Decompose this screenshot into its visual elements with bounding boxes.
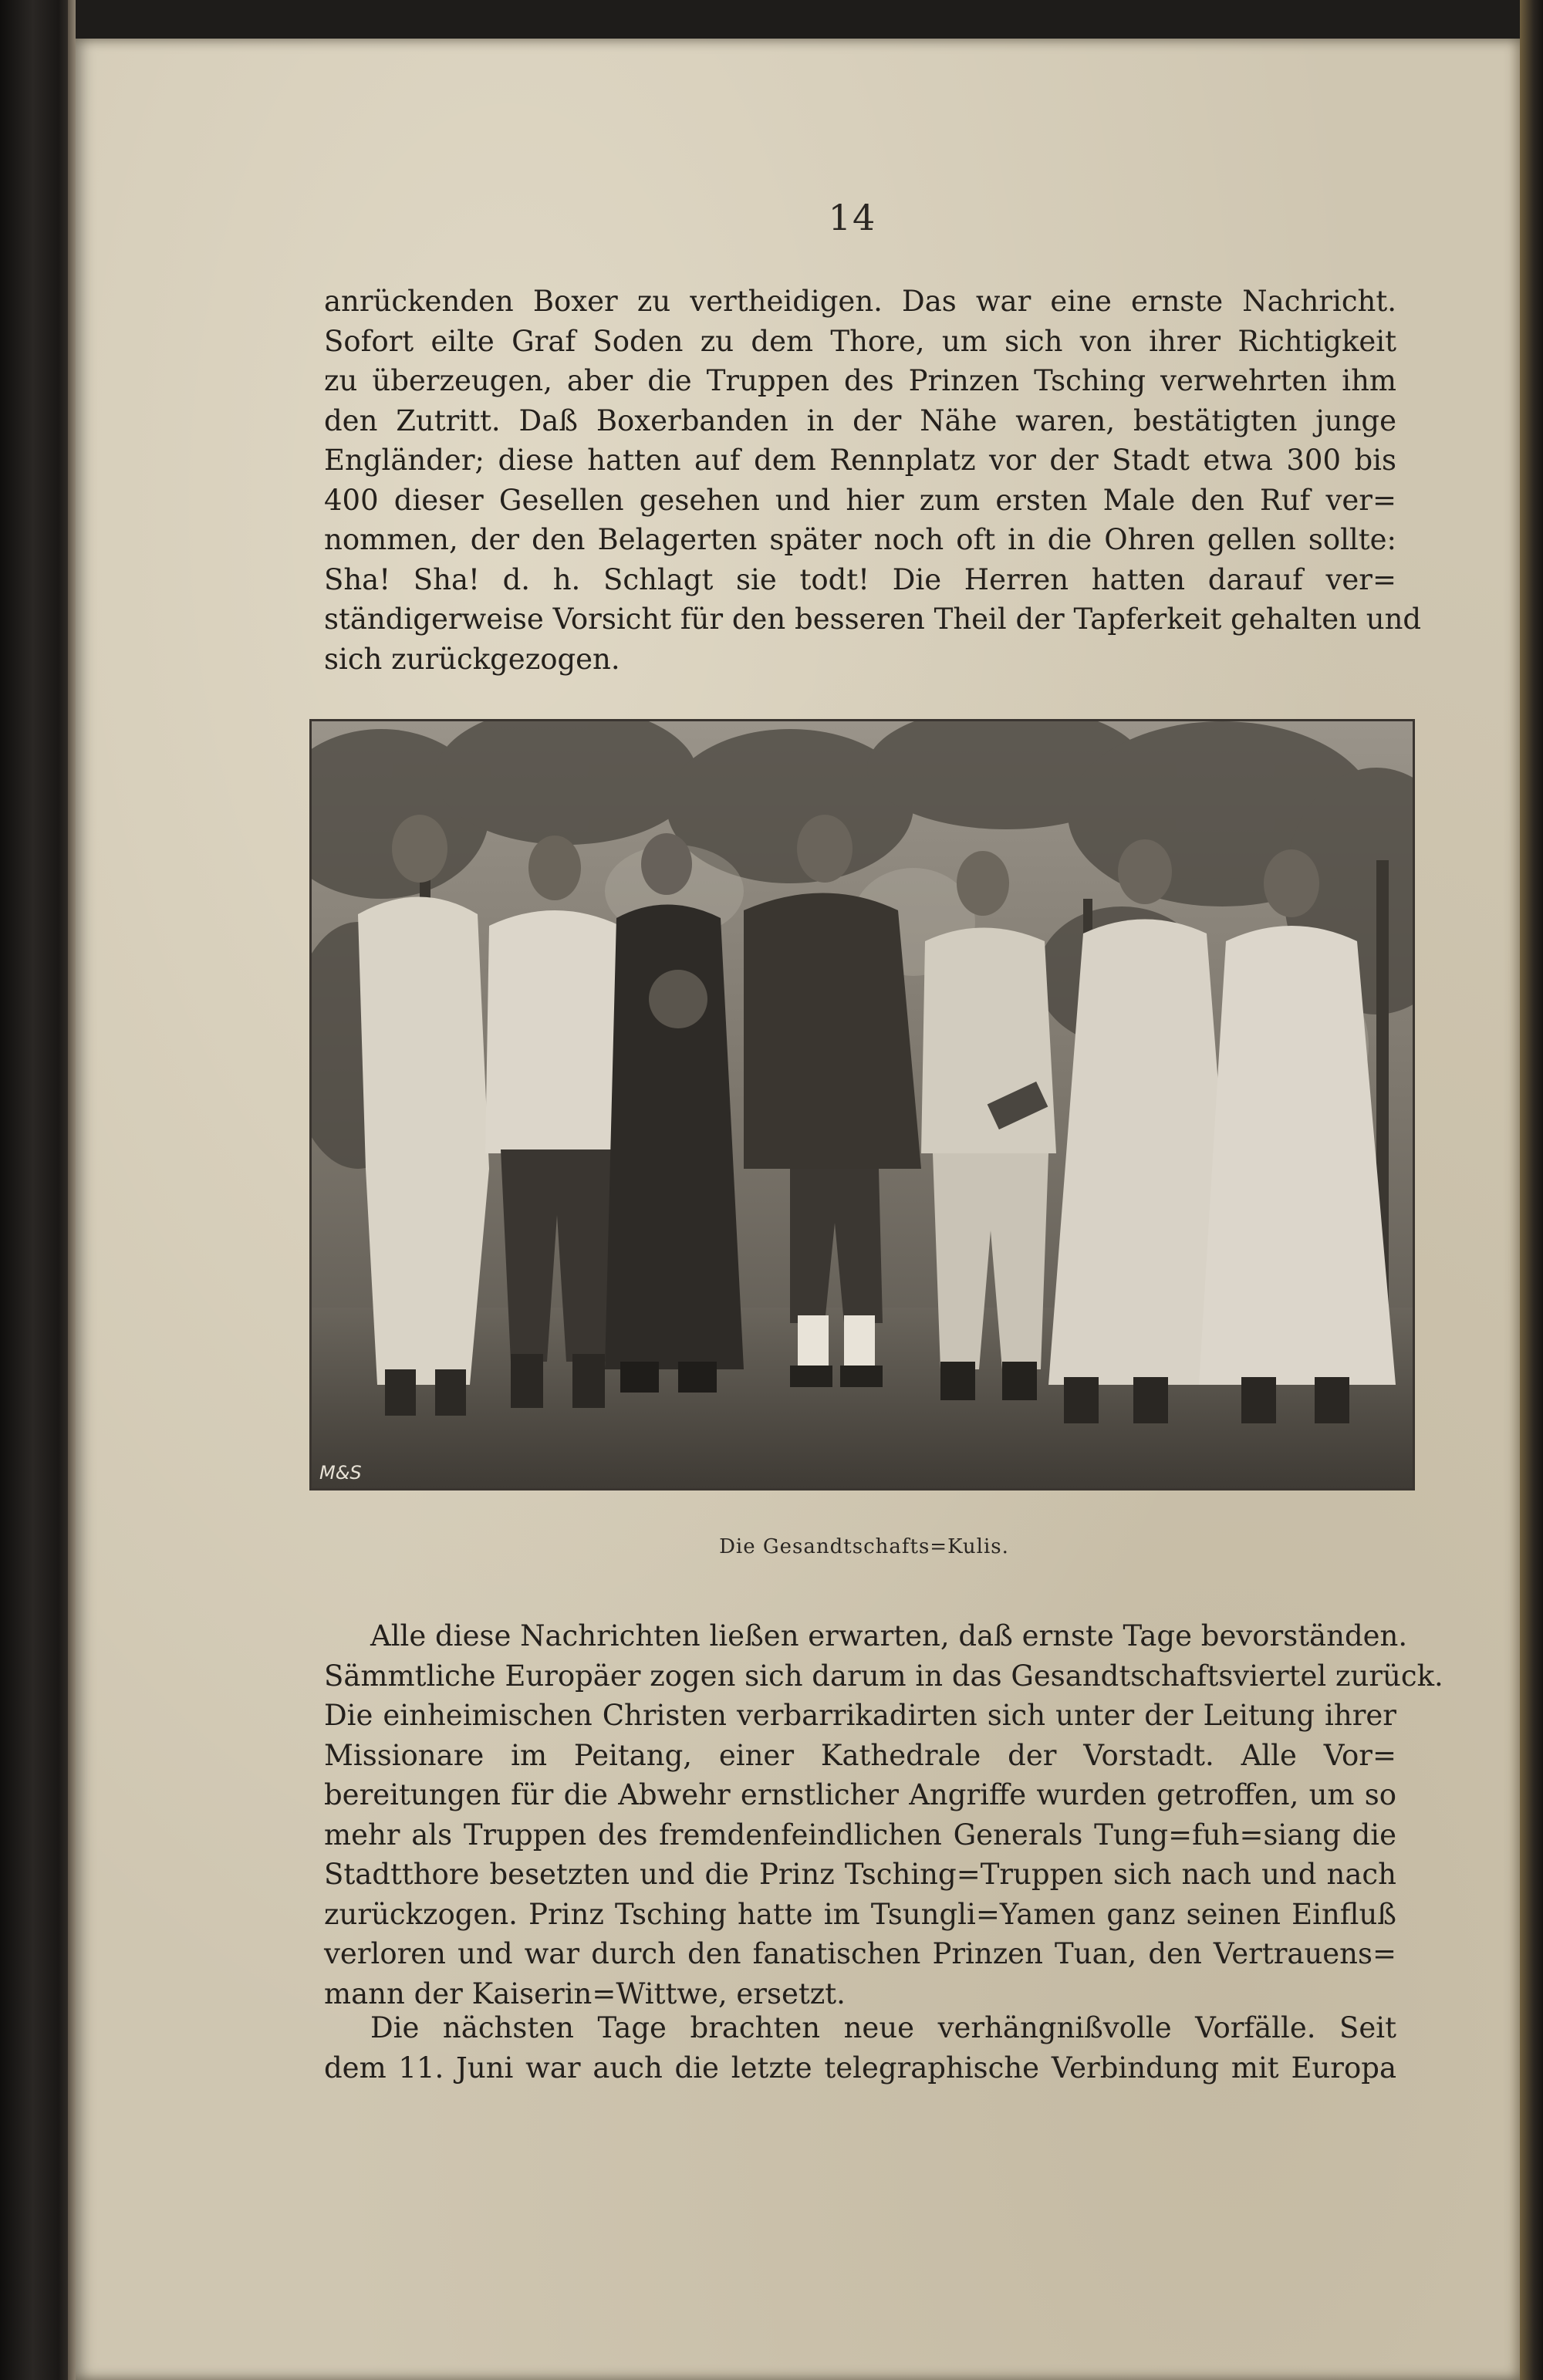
photograph-illustration xyxy=(312,721,1413,1488)
text-line: ständigerweise Vorsicht für den besseren Theil der Tapferkeit gehalten und xyxy=(324,603,1422,636)
book-spine xyxy=(0,0,73,2380)
text-line: Sämmtliche Europäer zogen sich darum in das Gesandtschaftsviertel zurück. xyxy=(324,1659,1443,1693)
text-line: anrückenden Boxer zu vertheidigen. Das war eine ernste Nachricht. xyxy=(324,285,1396,318)
text-line: zurückzogen. Prinz Tsching hatte im Tsungli=Yamen ganz seinen Einfluß xyxy=(324,1897,1396,1931)
text-line: Die einheimischen Christen verbarrikadirten sich unter der Leitung ihrer xyxy=(324,1699,1396,1732)
text-line: Stadtthore besetzten und die Prinz Tsching=Truppen sich nach und nach xyxy=(324,1858,1396,1891)
text-line: bereitungen für die Abwehr ernstlicher Angriffe wurden getroffen, um so xyxy=(324,1778,1396,1811)
text-line: mehr als Truppen des fremdenfeindlichen Generals Tung=fuh=siang die xyxy=(324,1818,1396,1852)
text-line: Sofort eilte Graf Soden zu dem Thore, um sich von ihrer Richtigkeit xyxy=(324,324,1396,358)
text-line: zu überzeugen, aber die Truppen des Prinzen Tsching verwehrten ihm xyxy=(324,364,1396,397)
page-edge xyxy=(1520,0,1543,2380)
spine-edge xyxy=(68,0,76,2380)
paragraph-2 xyxy=(324,1616,1443,2014)
photo-signature: M&S xyxy=(319,1462,362,1484)
text-line: Sha! Sha! d. h. Schlagt sie todt! Die Herren hatten darauf ver= xyxy=(324,562,1396,596)
text-line: mann der Kaiserin=Wittwe, ersetzt. xyxy=(324,1977,846,2010)
text-line: Missionare im Peitang, einer Kathedrale der Vorstadt. Alle Vor= xyxy=(324,1738,1396,1772)
text-line: 400 dieser Gesellen gesehen und hier zum ersten Male den Ruf ver= xyxy=(324,483,1396,517)
group-photograph xyxy=(309,719,1415,1490)
text-line: nommen, der den Belagerten später noch oft in die Ohren gellen sollte: xyxy=(324,523,1396,556)
text-line: Die nächsten Tage brachten neue verhängnißvolle Vorfälle. Seit xyxy=(370,2011,1396,2044)
paragraph-1 xyxy=(324,282,1422,679)
text-line: sich zurückgezogen. xyxy=(324,642,620,676)
text-line: dem 11. Juni war auch die letzte telegraphische Verbindung mit Europa xyxy=(324,2051,1396,2085)
text-line: Alle diese Nachrichten ließen erwarten, daß ernste Tage bevorständen. xyxy=(370,1619,1408,1652)
text-line: Engländer; diese hatten auf dem Rennplatz vor der Stadt etwa 300 bis xyxy=(324,444,1396,477)
page-number: 14 xyxy=(828,197,877,238)
text-line: den Zutritt. Daß Boxerbanden in der Nähe waren, bestätigten junge xyxy=(324,403,1396,437)
paragraph-3 xyxy=(324,2008,1396,2088)
photo-caption: Die Gesandtschafts=Kulis. xyxy=(719,1535,1009,1558)
text-line: verloren und war durch den fanatischen Prinzen Tuan, den Vertrauens= xyxy=(324,1937,1396,1970)
